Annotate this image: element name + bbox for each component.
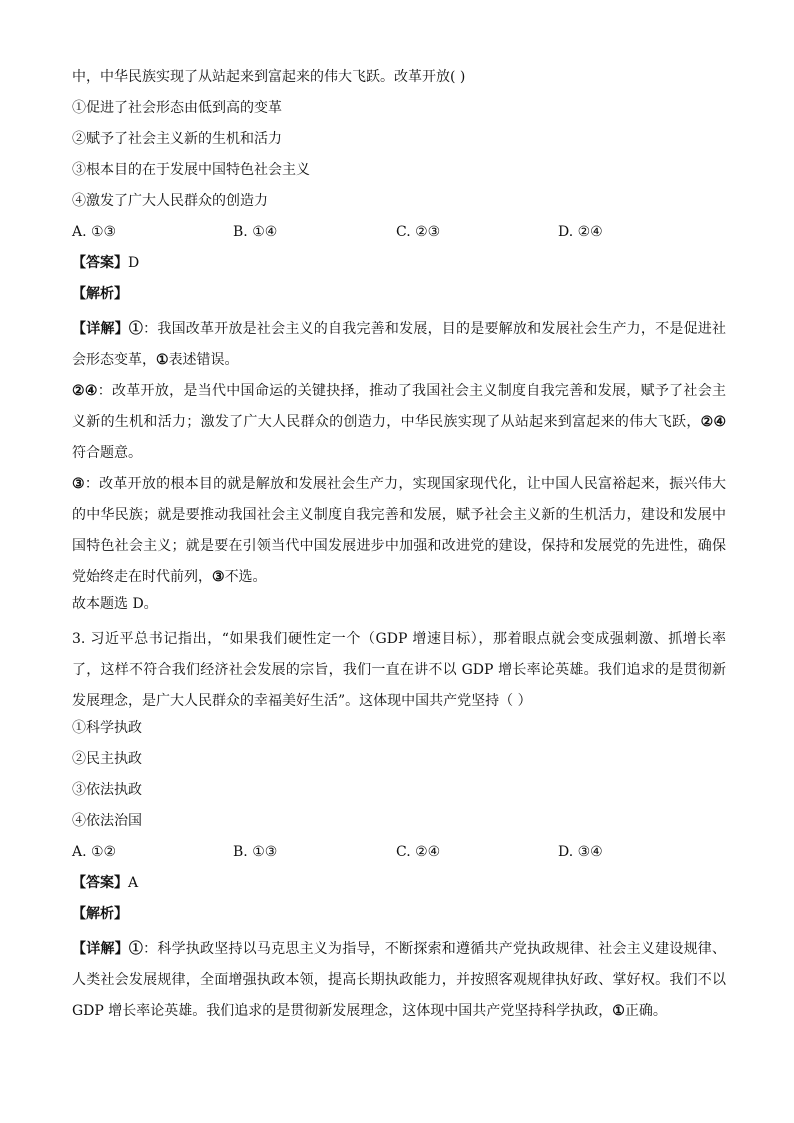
q2-d2-text-b: 符合题意。	[72, 445, 142, 461]
q3-d1-text-a: ：科学执政坚持以马克思主义为指导，不断探索和遵循共产党执政规律、社会主义建设规律、人类社会发展规律，全面增强执政本领，提高长期执政能力，并按照客观规律执好政、掌好权。我们不以 GDP 增长率论英雄。我们追求的是贯彻新发展理念，这体现中国共产党坚持科学执政，	[72, 941, 727, 1019]
q3-d1-mark: ①	[128, 941, 144, 957]
q2-d1-text-a: ：我国改革开放是社会主义的自我完善和发展，目的是要解放和发展社会生产力，不是促进社会形态变革，	[72, 321, 727, 368]
q2-d3-mark: ③	[72, 476, 85, 492]
q3-option-d: D. ③④	[558, 844, 603, 860]
q2-option-c: C. ②③	[396, 224, 441, 240]
q2-detail-label: 【详解】	[72, 321, 129, 337]
q2-d1-text-b: 表述错误。	[168, 352, 239, 368]
q3-answer	[72, 872, 726, 903]
q2-analysis-label: 【解析】	[72, 286, 128, 302]
q2-d3-text-a: ：改革开放的根本目的就是解放和发展社会生产力，实现国家现代化，让中国人民富裕起来，振兴伟大的中华民族；就是要推动我国社会主义制度自我完善和发展，赋予社会主义新的生机活力，建设和发展中国特色社会主义；就是要在引领当代中国发展进步中加强和改进党的建设，保持和发展党的先进性，确保党始终走在时代前列，	[72, 476, 726, 585]
q2-d1-mark2: ①	[156, 352, 169, 368]
q2-item-3: ③根本目的在于发展中国特色社会主义	[72, 162, 310, 178]
q3-option-b: B. ①③	[233, 844, 278, 860]
q3-option-a: A. ①②	[72, 844, 117, 860]
q2-d3-text-b: 不选。	[224, 569, 267, 585]
content	[72, 66, 726, 1027]
q3-answer-value: A	[128, 875, 139, 891]
q2-options	[72, 221, 726, 252]
q3-item-4: ④依法治国	[72, 813, 142, 829]
q3-options	[72, 841, 726, 872]
q2-item-2: ②赋予了社会主义新的生机和活力	[72, 131, 282, 147]
q2-answer	[72, 252, 726, 283]
q2-answer-value: D	[128, 255, 140, 271]
q2-item-4: ④激发了广大人民群众的创造力	[72, 193, 268, 209]
q3-d1-text-b: 正确。	[624, 1003, 667, 1019]
q2-d1-mark: ①	[128, 321, 144, 337]
q2-detail-1	[72, 314, 726, 376]
q3-stem: 3. 习近平总书记指出，“如果我们硬性定一个（GDP 增速目标），那着眼点就会变成强刺激、抓增长率了，这样不符合我们经济社会发展的宗旨，我们一直在讲不以 GDP 增长率论英雄。我们追求的是贯彻新发展理念，是广大人民群众的幸福美好生活”。这体现中国共产党坚持（ ）	[72, 631, 726, 709]
q2-stem-tail: 中，中华民族实现了从站起来到富起来的伟大飞跃。改革开放( )	[72, 69, 466, 85]
q2-d2-text-a: ：改革开放，是当代中国命运的关键抉择，推动了我国社会主义制度自我完善和发展，赋予了社会主义新的生机和活力；激发了广大人民群众的创造力，中华民族实现了从站起来到富起来的伟大飞跃，	[72, 383, 727, 430]
q2-d2-mark2: ②④	[700, 414, 726, 430]
q3-item-3: ③依法执政	[72, 782, 142, 798]
q3-item-1: ①科学执政	[72, 720, 142, 736]
q2-conclusion: 故本题选 D。	[72, 596, 158, 612]
q2-d3-mark2: ③	[212, 569, 225, 585]
q2-item-1: ①促进了社会形态由低到高的变革	[72, 100, 282, 116]
q2-option-d: D. ②④	[558, 224, 603, 240]
q3-option-c: C. ②④	[396, 844, 441, 860]
q3-answer-label: 【答案】	[72, 875, 128, 891]
q2-detail-3	[72, 469, 726, 593]
q3-d1-mark2: ①	[612, 1003, 625, 1019]
q3-detail-1	[72, 934, 726, 1027]
q2-option-b: B. ①④	[233, 224, 278, 240]
q3-detail-label: 【详解】	[72, 941, 129, 957]
q2-d2-mark: ②④	[72, 383, 98, 399]
q2-option-a: A. ①③	[72, 224, 117, 240]
q3-item-2: ②民主执政	[72, 751, 142, 767]
q3-analysis-label: 【解析】	[72, 906, 128, 922]
q2-answer-label: 【答案】	[72, 255, 128, 271]
q2-detail-2	[72, 376, 726, 469]
